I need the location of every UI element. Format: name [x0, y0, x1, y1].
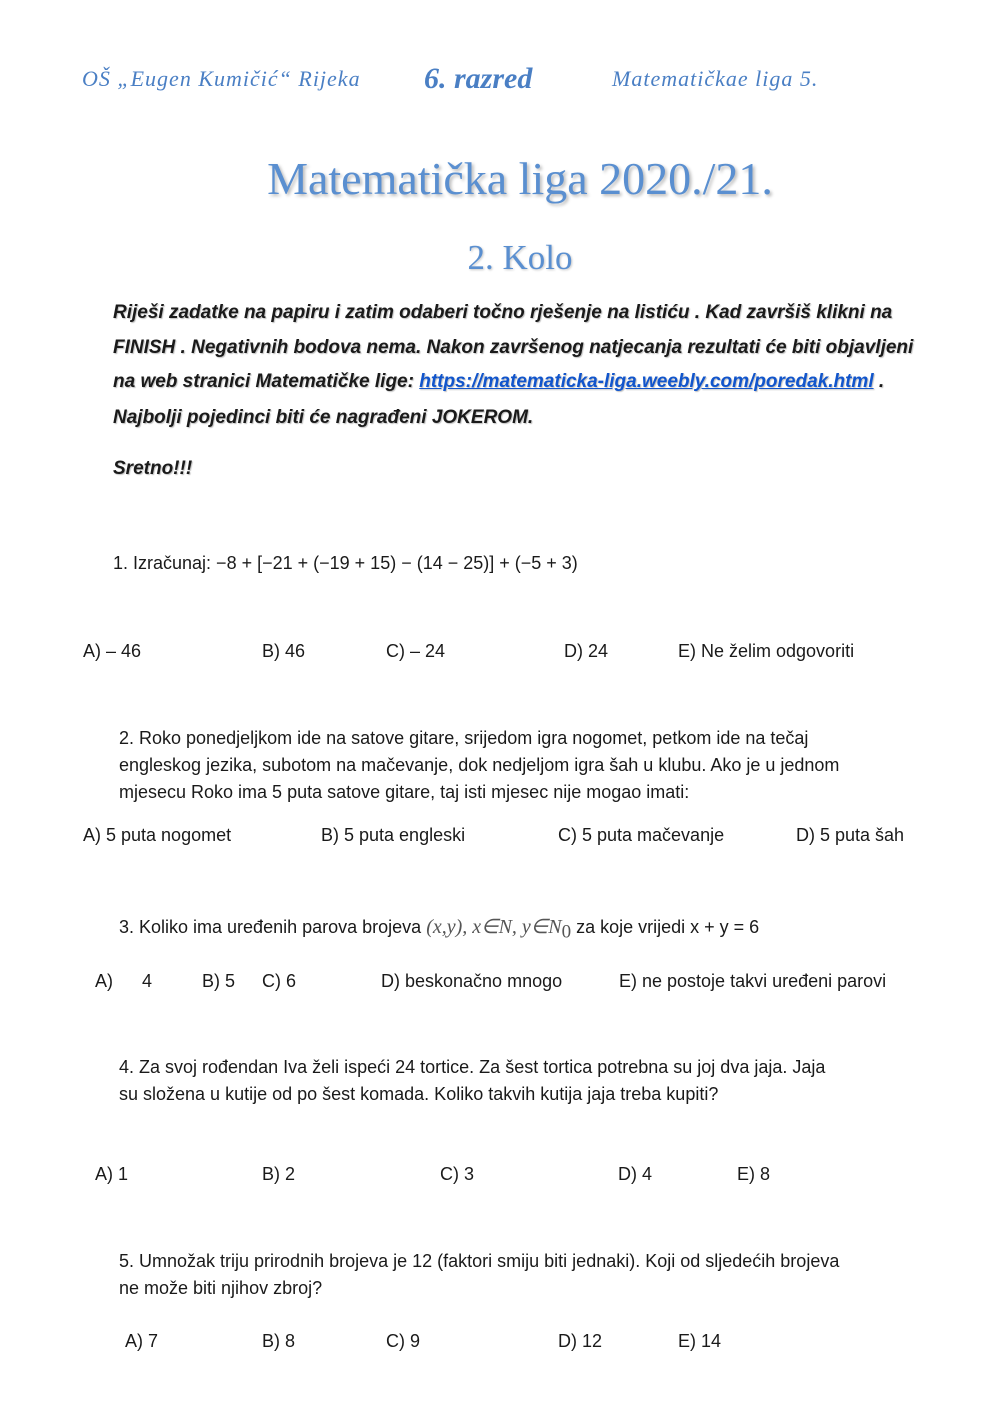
header-league: Matematičkae liga 5. [612, 66, 819, 91]
question-1-option-a[interactable]: A) – 46 [83, 641, 142, 661]
question-3-option-b[interactable]: B) 5 [202, 971, 236, 991]
intro-line-3 [113, 371, 884, 393]
question-1-option-d[interactable]: D) 24 [564, 641, 609, 661]
question-2-line-3: mjesecu Roko ima 5 puta satove gitare, taj isti mjesec nije mogao imati: [119, 782, 690, 802]
question-3-suffix: za koje vrijedi x + y = 6 [576, 917, 760, 937]
question-5-option-d[interactable]: D) 12 [558, 1331, 603, 1351]
round-subtitle: 2. Kolo [467, 238, 573, 277]
question-3-text [119, 914, 759, 944]
question-2-option-c[interactable]: C) 5 puta mačevanje [558, 825, 725, 845]
question-5-option-c[interactable]: C) 9 [386, 1331, 421, 1351]
question-1-option-e[interactable]: E) Ne želim odgovoriti [678, 641, 855, 661]
question-3-option-c[interactable]: C) 6 [262, 971, 297, 991]
question-2-line-2: engleskog jezika, subotom na mačevanje, dok nedjeljom igra šah u klubu. Ako je u jednom [119, 755, 840, 775]
intro-line-4: Najbolji pojedinci biti će nagrađeni JOKEROM. [113, 407, 534, 428]
question-4-line-1: 4. Za svoj rođendan Iva želi ispeći 24 tortice. Za šest tortica potrebna su joj dva jaja. Jaja [119, 1057, 826, 1077]
question-3-option-d[interactable]: D) beskonačno mnogo [381, 971, 563, 991]
question-3-math: (x,y), x∈N, y∈N [426, 916, 562, 938]
page-title: Matematička liga 2020./21. [267, 153, 773, 204]
intro-line-3-suffix: . [878, 371, 885, 392]
question-5-option-b[interactable]: B) 8 [262, 1331, 296, 1351]
header-school: OŠ „Eugen Kumičić“ Rijeka [82, 66, 361, 91]
question-5-line-1: 5. Umnožak triju prirodnih brojeva je 12 (faktori smiju biti jednaki). Koji od sljedećih brojeva [119, 1251, 840, 1271]
question-3-prefix: 3. Koliko ima uređenih parova brojeva [119, 917, 422, 937]
question-4-option-c[interactable]: C) 3 [440, 1164, 475, 1184]
intro-line-1: Riješi zadatke na papiru i zatim odaberi točno rješenje na listiću . Kad završiš klikni na [113, 302, 893, 323]
question-4-option-d[interactable]: D) 4 [618, 1164, 653, 1184]
question-3-option-a[interactable]: A) [95, 971, 113, 991]
question-4-option-e[interactable]: E) 8 [737, 1164, 771, 1184]
question-2-option-b[interactable]: B) 5 puta engleski [321, 825, 466, 845]
question-2-option-a[interactable]: A) 5 puta nogomet [83, 825, 232, 845]
question-5-line-2: ne može biti njihov zbroj? [119, 1278, 323, 1298]
question-5-option-e[interactable]: E) 14 [678, 1331, 722, 1351]
intro-line-3-prefix: na web stranici Matematičke lige: [113, 371, 414, 392]
question-2-line-1: 2. Roko ponedjeljkom ide na satove gitare, srijedom igra nogomet, petkom ide na tečaj [119, 728, 809, 748]
question-4-line-2: su složena u kutije od po šest komada. Koliko takvih kutija jaja treba kupiti? [119, 1084, 719, 1104]
good-luck-text: Sretno!!! [113, 458, 193, 479]
results-link[interactable]: https://matematicka-liga.weebly.com/poredak.html [419, 371, 874, 392]
question-1-option-b[interactable]: B) 46 [262, 641, 306, 661]
question-3-math-subscript: 0 [561, 921, 572, 943]
question-3-option-e[interactable]: E) ne postoje takvi uređeni parovi [619, 971, 887, 991]
question-3-option-a-value[interactable]: 4 [142, 971, 153, 991]
question-4-option-a[interactable]: A) 1 [95, 1164, 129, 1184]
header-grade: 6. razred [424, 62, 533, 95]
question-1-text: 1. Izračunaj: −8 + [−21 + (−19 + 15) − (14 − 25)] + (−5 + 3) [113, 553, 578, 573]
question-1-option-c[interactable]: C) – 24 [386, 641, 446, 661]
question-5-option-a[interactable]: A) 7 [125, 1331, 159, 1351]
question-4-option-b[interactable]: B) 2 [262, 1164, 296, 1184]
intro-line-2: FINISH . Negativnih bodova nema. Nakon završenog natjecanja rezultati će biti objavljeni [113, 337, 914, 358]
question-2-option-d[interactable]: D) 5 puta šah [796, 825, 905, 845]
